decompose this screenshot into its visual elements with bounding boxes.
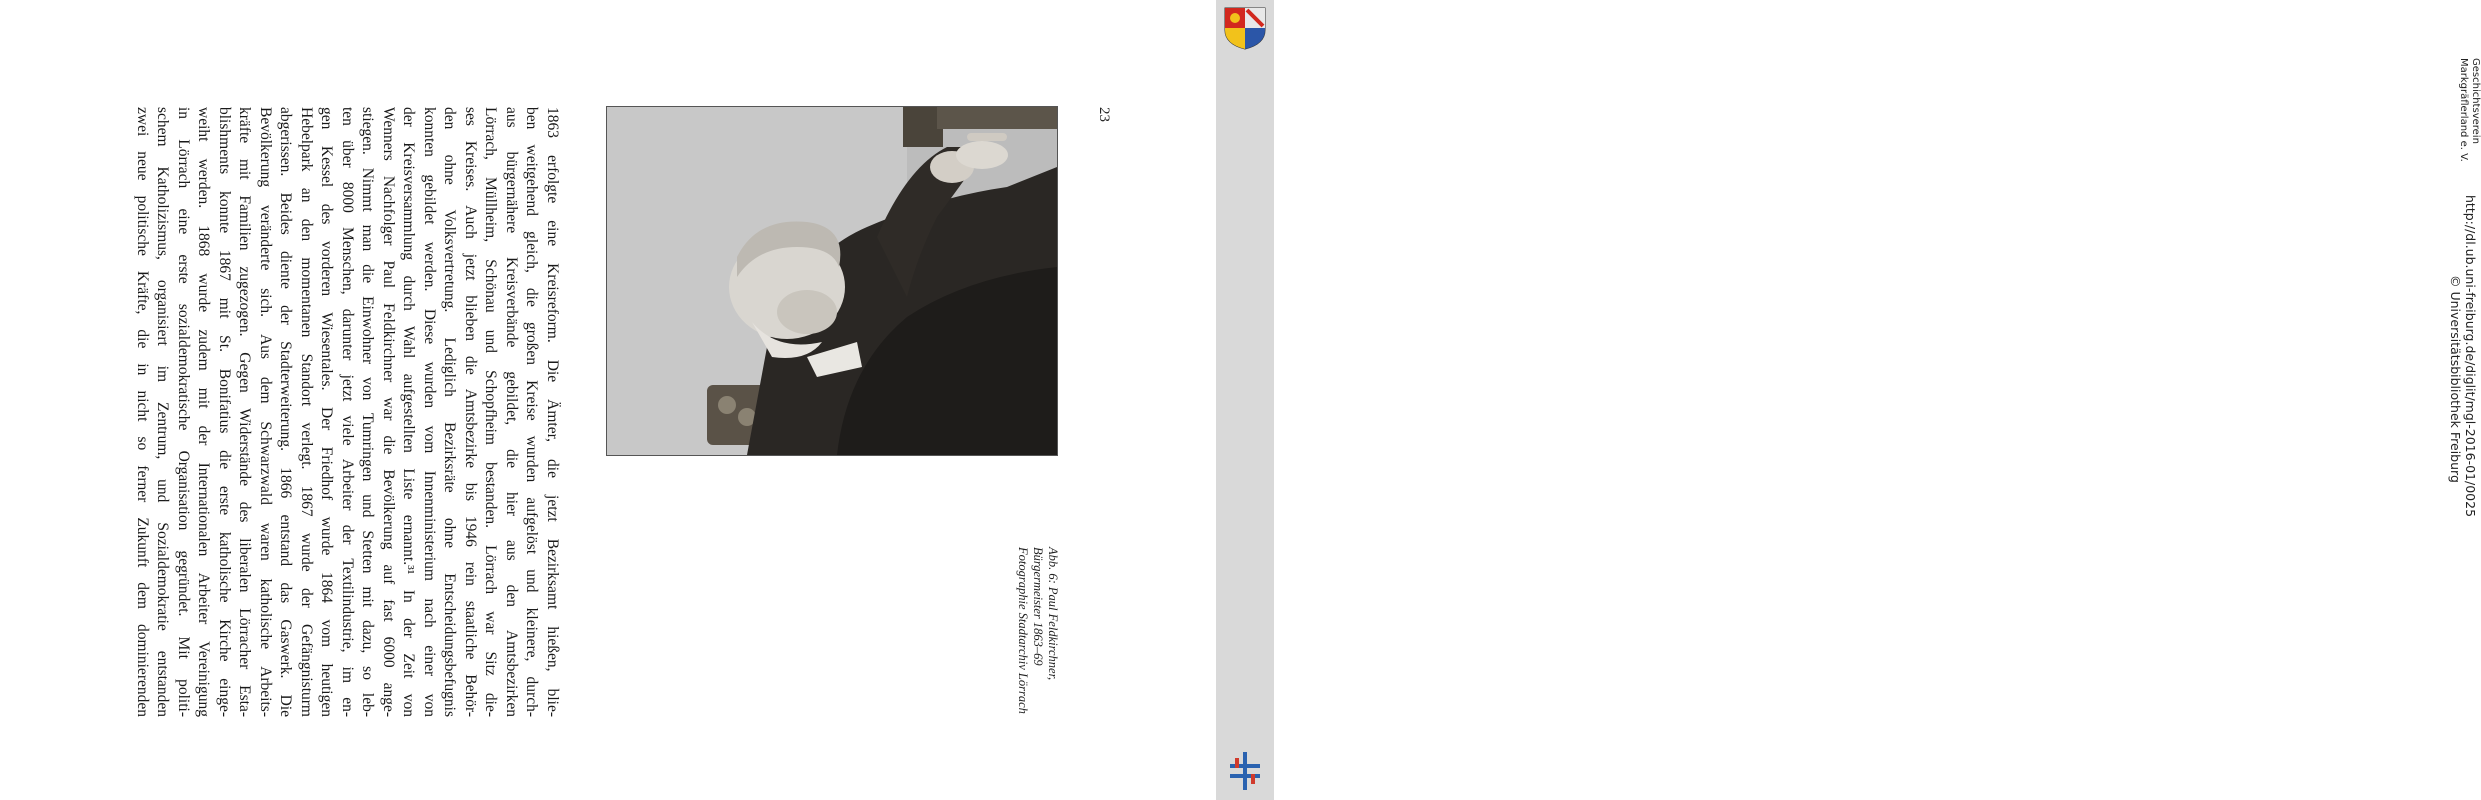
text-line: gen Kessel des vorderen Wiesentales. Der Friedhof wurde 1864 vom heutigen [318, 107, 336, 717]
caption-subtitle: Bürgermeister 1863–69 [1031, 547, 1045, 666]
text-line: ben weitgehend gleich, die großen Kreise wurden aufgelöst und kleinere, durch- [523, 107, 541, 717]
text-line: konnten gebildet werden. Diese wurden vom Innenministerium nach einer von [421, 107, 438, 717]
caption-source: Fotographie Stadtarchiv Lörrach [1016, 547, 1030, 714]
text-line: weiht werden. 1868 wurde zudem mit der Internationalen Arbeiter Vereinigung [195, 107, 213, 717]
text-line: aus bürgernähere Kreisverbände gebildet, die hier aus den Amtsbezirken [503, 107, 520, 717]
text-line: Lörrach, Müllheim, Schönau und Schopfheim bestanden. Lörrach war Sitz die- [482, 107, 500, 717]
text-line: der Kreisversammlung durch Wahl aufgestellten Liste ernannt.³¹ In der Zeit von [400, 107, 418, 717]
text-line: stiegen. Nimmt man die Einwohner von Tumringen und Stetten mit dazu, so leb- [359, 107, 377, 717]
university-logo-icon [1230, 752, 1260, 790]
text-line: ses Kreises. Auch jetzt blieben die Amtsbezirke bis 1946 rein staatliche Behör- [462, 107, 479, 717]
text-line: den ohne Volksvertretung. Lediglich Bezirksräte ohne Entscheidungsbefugnis [441, 107, 459, 717]
text-line: 1863 erfolgte eine Kreisreform. Die Ämter, die jetzt Bezirksamt hießen, blie- [544, 107, 561, 717]
page-number: 23 [1096, 107, 1112, 122]
text-line: schem Katholizismus, organisiert im Zentrum, und Sozialdemokratie entstanden [154, 107, 172, 717]
viewer-sidebar [1216, 0, 2481, 800]
photo-caption [1015, 547, 1060, 747]
text-line: blishments konnte 1867 mit St. Bonifatius die erste katholische Kirche einge- [216, 107, 233, 717]
copyright-notice: © Universitätsbibliothek Freiburg [2448, 275, 2463, 483]
text-line: in Lörrach eine erste sozialdemokratische Organisation gegründet. Mit politi- [175, 107, 192, 717]
society-region: Markgräflerland e. V. [2458, 58, 2469, 162]
caption-title: Abb. 6: Paul Feldkirchner, [1046, 547, 1060, 681]
text-line: Wenners Nachfolger Paul Feldkirchner war die Bevölkerung auf fast 6000 ange- [380, 107, 397, 717]
portrait-illustration [607, 107, 1057, 455]
text-line: kräfte mit Familien zugezogen. Gegen Widerstände des liberalen Lörracher Esta- [236, 107, 254, 717]
document-page [0, 0, 1216, 800]
coat-of-arms-icon [1223, 6, 1267, 50]
text-line: Bevölkerung veränderte sich. Aus dem Schwarzwald waren katholische Arbeits- [257, 107, 274, 717]
text-line: ten über 8000 Menschen, darunter jetzt viele Arbeiter der Textilindustrie, im en- [339, 107, 356, 717]
text-line: Hebelpark an den momentanen Standort verlegt. 1867 wurde der Gefängnisturm [298, 107, 315, 717]
portrait-photo [606, 106, 1058, 456]
society-name: Geschichtsverein [2470, 58, 2481, 144]
text-line: abgerissen. Beides diente der Stadterweiterung. 1866 entstand das Gaswerk. Die [277, 107, 295, 717]
text-line: zwei neue politische Kräfte, die in nicht so ferner Zukunft dem dominierenden [134, 107, 151, 717]
permalink-url[interactable]: http://dl.ub.uni-freiburg.de/diglit/mgl-2016-01/0025 [2463, 195, 2478, 518]
society-label [2457, 58, 2481, 162]
body-text [132, 107, 563, 717]
